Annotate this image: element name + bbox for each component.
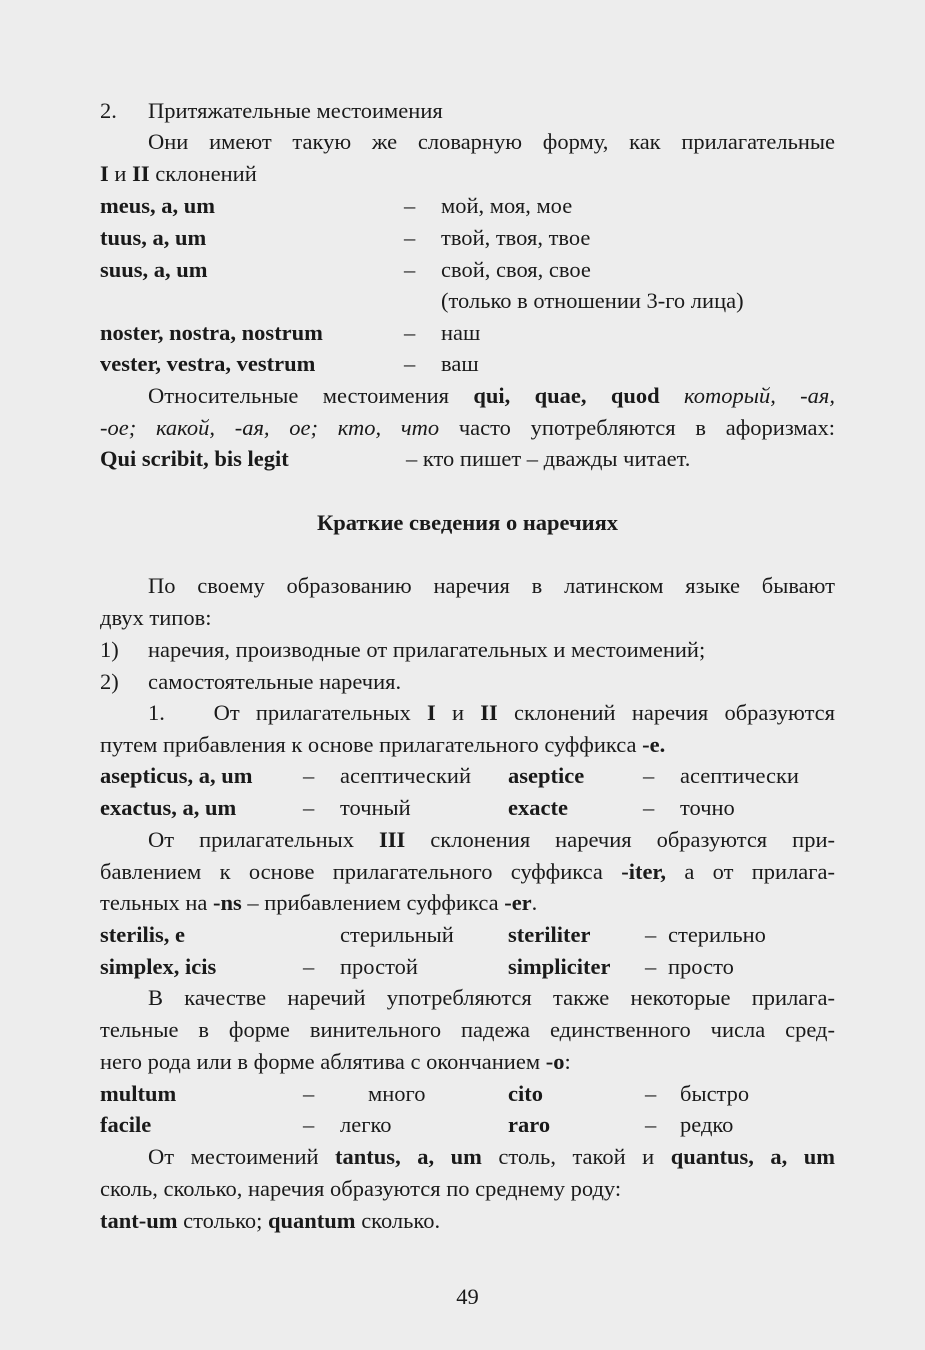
example-word: raro	[508, 1112, 551, 1137]
example-translation: быстро	[680, 1081, 750, 1106]
example-adjective: exactus, a, um	[100, 795, 237, 820]
pronoun-translation: мой, моя, мое	[441, 193, 573, 218]
example-adverb: simpliciter	[508, 954, 611, 979]
example-word: multum	[100, 1081, 177, 1106]
example-adverb-translation: просто	[668, 954, 734, 979]
example-adjective-translation: стерильный	[340, 922, 454, 947]
pronoun-translation: наш	[441, 320, 481, 345]
example-adverb: exacte	[508, 795, 568, 820]
rule-acc-line-3: него рода или в форме аблятива с окончанием -o:	[100, 1049, 571, 1074]
example-adverb-translation: асептически	[680, 763, 799, 788]
example-dash: –	[645, 1112, 657, 1137]
example-dash: –	[643, 763, 655, 788]
example-translation: редко	[680, 1112, 734, 1137]
pronoun-translation: твой, твоя, твое	[441, 225, 591, 250]
relative-line-2: -ое; какой, -ая, ое; кто, что часто употребляются в афоризмах:	[100, 415, 835, 440]
intro-line-2: I и II склонений	[100, 161, 257, 186]
example-dash: –	[303, 763, 315, 788]
list-number: 1)	[100, 637, 119, 662]
rule-pron-line-3: tant-um столько; quantum сколько.	[100, 1208, 441, 1233]
pronoun-dash: –	[404, 351, 416, 376]
example-adjective: simplex, icis	[100, 954, 217, 979]
pronoun-latin-meus: meus, a, um	[100, 193, 216, 218]
example-adjective-translation: простой	[340, 954, 418, 979]
page-number: 49	[456, 1284, 479, 1309]
example-adjective-translation: асептический	[340, 763, 472, 788]
types-paragraph-line-2: двух типов:	[100, 605, 212, 630]
list-number: 2)	[100, 669, 119, 694]
example-adverb-translation: точно	[680, 795, 735, 820]
section-number: 2.	[100, 98, 117, 123]
rule1-line-2: путем прибавления к основе прилагательного суффикса -e.	[100, 732, 666, 757]
types-paragraph-line-1: По своему образованию наречия в латинском языке бывают	[148, 573, 835, 598]
rule-pron-line-1: От местоимений tantus, a, um столь, такой и quantus, a, um	[148, 1144, 836, 1169]
example-dash: –	[303, 1112, 315, 1137]
pronoun-dash: –	[404, 193, 416, 218]
rule3-line-3: тельных на -ns – прибавлением суффикса -er.	[100, 890, 538, 915]
example-dash: –	[303, 1081, 315, 1106]
aphorism-latin: Qui scribit, bis legit	[100, 446, 289, 471]
rule-acc-line-2: тельные в форме винительного падежа единственного числа сред-	[100, 1017, 835, 1042]
rule1-line-1: 1. От прилагательных I и II склонений наречия образуются	[148, 700, 836, 725]
pronoun-latin-vester: vester, vestra, vestrum	[100, 351, 316, 376]
rule3-line-1: От прилагательных III склонения наречия образуются при-	[148, 827, 835, 852]
rule-acc-line-1: В качестве наречий употребляются также некоторые прилага-	[148, 985, 835, 1010]
pronoun-dash: –	[404, 257, 416, 282]
example-dash: –	[303, 795, 315, 820]
example-dash: –	[645, 954, 657, 979]
pronoun-note: (только в отношении 3-го лица)	[441, 288, 744, 313]
section-title: Притяжательные местоимения	[148, 98, 443, 123]
aphorism-translation: – кто пишет – дважды читает.	[406, 446, 691, 471]
pronoun-dash: –	[404, 320, 416, 345]
section-heading: Краткие сведения о наречиях	[316, 510, 619, 535]
example-adverb: steriliter	[508, 922, 591, 947]
example-adverb-translation: стерильно	[668, 922, 766, 947]
relative-line-1: Относительные местоимения qui, quae, quod который, -ая,	[148, 383, 836, 408]
example-word: cito	[508, 1081, 543, 1106]
pronoun-translation: ваш	[441, 351, 479, 376]
intro-line-1: Они имеют такую же словарную форму, как прилагательные	[148, 129, 835, 154]
rule3-line-2: бавлением к основе прилагательного суффикса -iter, а от прилага-	[100, 859, 836, 884]
rule-pron-line-2: сколь, сколько, наречия образуются по среднему роду:	[100, 1176, 622, 1201]
pronoun-dash: –	[404, 225, 416, 250]
example-adjective: sterilis, e	[100, 922, 185, 947]
list-item: наречия, производные от прилагательных и местоимений;	[148, 637, 706, 662]
example-dash: –	[645, 922, 657, 947]
pronoun-latin-noster: noster, nostra, nostrum	[100, 320, 323, 345]
example-dash: –	[643, 795, 655, 820]
example-word: facile	[100, 1112, 152, 1137]
pronoun-translation: свой, своя, свое	[441, 257, 591, 282]
example-adjective-translation: точный	[340, 795, 411, 820]
example-translation: легко	[340, 1112, 392, 1137]
example-adjective: asepticus, a, um	[100, 763, 253, 788]
example-translation: много	[368, 1081, 426, 1106]
example-dash: –	[303, 954, 315, 979]
list-item: самостоятельные наречия.	[148, 669, 402, 694]
example-dash: –	[645, 1081, 657, 1106]
pronoun-latin-suus: suus, a, um	[100, 257, 208, 282]
example-adverb: aseptice	[508, 763, 585, 788]
pronoun-latin-tuus: tuus, a, um	[100, 225, 207, 250]
